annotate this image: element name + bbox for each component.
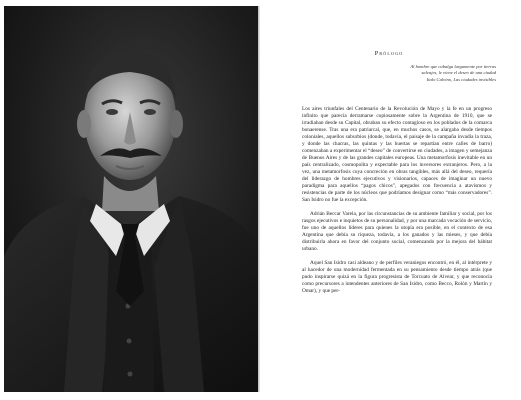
- chapter-heading: Prólogo: [374, 50, 404, 57]
- paragraph: Adrián Beccar Varela, por las circunstancias de su ambiente familiar y social, por los rasgos ejecutivos e inquietos de su personalidad, y por una marcada vocación de servicio, fue uno de aquellos líderes para quienes la utopía era posible, en el contexto de esa Argentina que debía su riqueza, todavía, a los ganados y las mieses, y que debía distribuirla ahora en favor del conjunto social, comenzando por la mejora del hábitat urbano.: [302, 211, 492, 252]
- epigraph: [306, 64, 496, 83]
- epigraph-source: Italo Calvino, Las ciudades invisibles: [426, 76, 496, 82]
- text-page: [260, 6, 518, 392]
- body-text: [302, 106, 492, 302]
- portrait-photo: [4, 6, 258, 392]
- paragraph: Aquel San Isidro casi aldeano y de perfiles veraniegos encontró, en él, al intérprete y al hacedor de una modernidad fermentada en su pensamiento desde tiempo atrás (que pudo inspirarse quizá en la figura progresista de Torcuato de Alvear, y que reconocía como precursores a intendentes anteriores de San Isidro, como Becco, Rolón y Martín y Omar), y que per-: [302, 260, 492, 294]
- portrait-man-mustache-image: [4, 6, 258, 392]
- paragraph: Los aires triunfales del Centenario de la Revolución de Mayo y la fe en un progreso infinito que parecía derramarse copiosamente sobre la Argentina de 1910, que se irradiaban desde su Capital, obraban su efecto contagioso en los poblados de la comarca bonaerense. Tras una era patriarcal, que, en muchos casos, se alargaba desde tiempos coloniales, aquellos suburbios (donde, todavía, el paisaje de la campaña invadía la traza, y donde las chacras, las quintas y las huertas se repartían entre calles de barro) comenzaban a experimentar el “deseo” de convertirse en ciudades, a imagen y semejanza de Buenos Aires y de las grandes capitales europeas. Una metamorfosis inevitable en un país centralizado, cosmopolita y expectable para los inversores extranjeros. Pero, a la vez, una metamorfosis cuya concreción en obras tangibles, más allá del deseo, requería del liderazgo de hombres ejecutivos y visionarios, capaces de imaginar un nuevo paradigma para aquellos “pagos chicos”, apegados con frecuencia a atavismos y resistencias de parte de los núcleos que podríamos designar como “más conservadores”. San Isidro no fue la excepción.: [302, 106, 492, 203]
- epigraph-line-1: Al hombre que cabalga largamente por tierras: [410, 64, 496, 69]
- epigraph-line-2: salvajes, le viene el deseo de una ciudad: [421, 70, 496, 76]
